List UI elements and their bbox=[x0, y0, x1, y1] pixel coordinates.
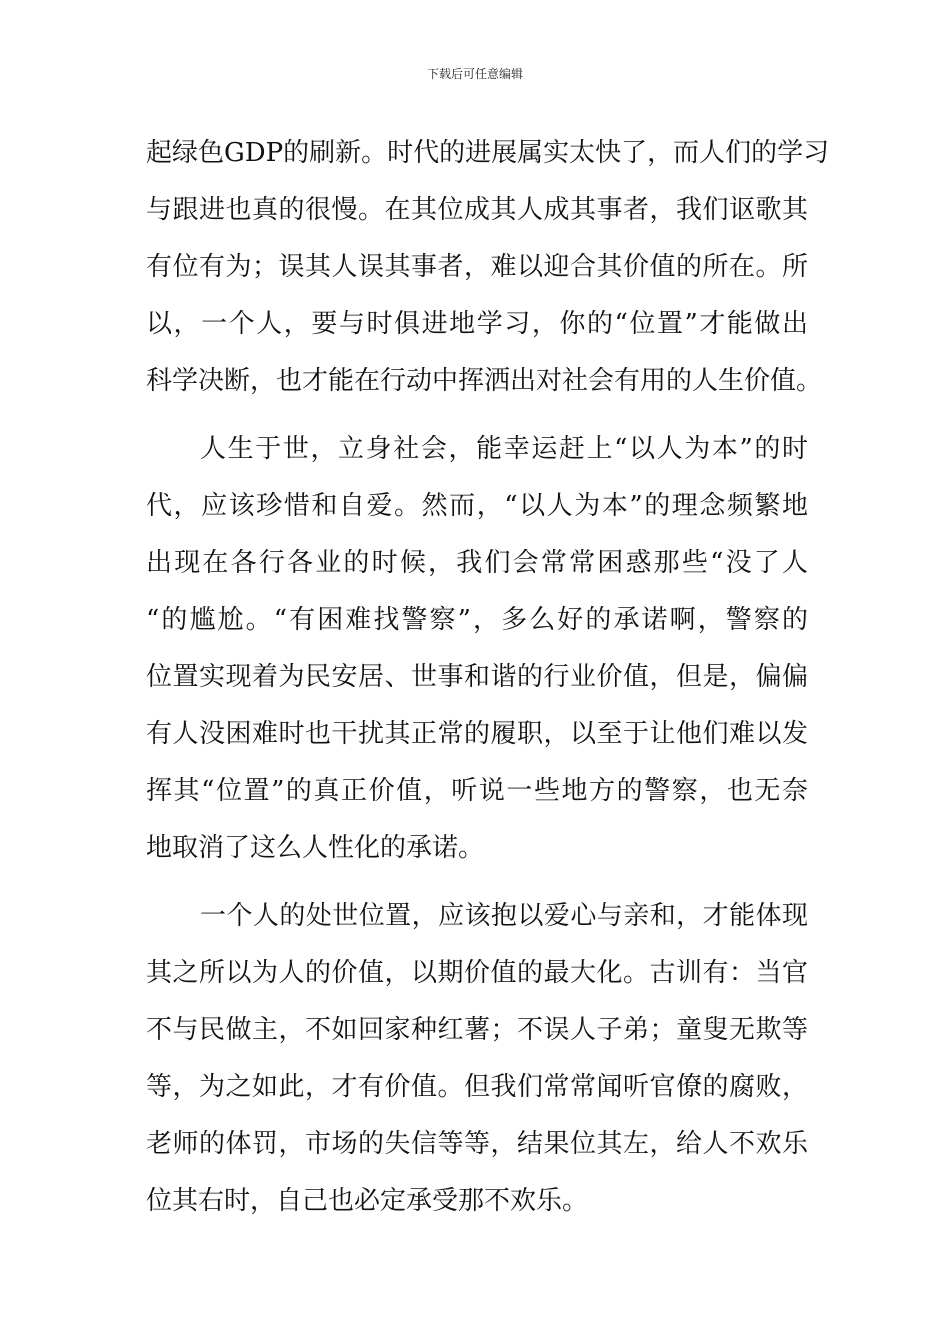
text-line: 位其右时，自己也必定承受那不欢乐。 bbox=[146, 1186, 589, 1216]
text-line: 不与民做主，不如回家种红薯；不误人子弟；童叟无欺等 bbox=[146, 1015, 808, 1045]
text-line: 位置实现着为民安居、世事和谐的行业价值，但是，偏偏 bbox=[146, 662, 808, 692]
text-line: 地取消了这么人性化的承诺。 bbox=[146, 833, 485, 863]
text-line: 与跟进也真的很慢。在其位成其人成其事者，我们讴歌其 bbox=[146, 195, 808, 225]
text-line: 其之所以为人的价值，以期价值的最大化。古训有：当官 bbox=[146, 958, 808, 988]
paragraph bbox=[146, 128, 830, 413]
text-line: “的尴尬。“有困难找警察”，多么好的承诺啊，警察的 bbox=[146, 605, 808, 635]
page-header: 下载后可任意编辑 bbox=[426, 67, 523, 81]
text-line: 人生于世，立身社会，能幸运赶上“以人为本”的时 bbox=[200, 434, 808, 464]
text-line: 老师的体罚，市场的失信等等，结果位其左，给人不欢乐 bbox=[146, 1129, 808, 1159]
text-line: 等，为之如此，才有价值。但我们常常闻听官僚的腐败， bbox=[146, 1072, 808, 1102]
text-line: 有位有为；误其人误其事者，难以迎合其价值的所在。所 bbox=[146, 252, 808, 282]
text-line: 代，应该珍惜和自爱。然而，“以人为本”的理念频繁地 bbox=[146, 491, 808, 521]
text-line: 起绿色GDP的刷新。时代的进展属实太快了，而人们的学习 bbox=[146, 138, 830, 168]
text-line: 科学决断，也才能在行动中挥洒出对社会有用的人生价值。 bbox=[146, 366, 823, 396]
paragraph bbox=[146, 424, 808, 880]
text-line: 一个人的处世位置，应该抱以爱心与亲和，才能体现 bbox=[200, 901, 808, 931]
text-line: 有人没困难时也干扰其正常的履职，以至于让他们难以发 bbox=[146, 719, 808, 749]
document-body bbox=[146, 128, 830, 1244]
text-line: 以，一个人，要与时俱进地学习，你的“位置”才能做出 bbox=[146, 309, 808, 339]
text-line: 挥其“位置”的真正价值，听说一些地方的警察，也无奈 bbox=[146, 776, 808, 806]
text-line: 出现在各行各业的时候，我们会常常困惑那些“没了人 bbox=[146, 548, 808, 578]
paragraph bbox=[146, 891, 808, 1233]
